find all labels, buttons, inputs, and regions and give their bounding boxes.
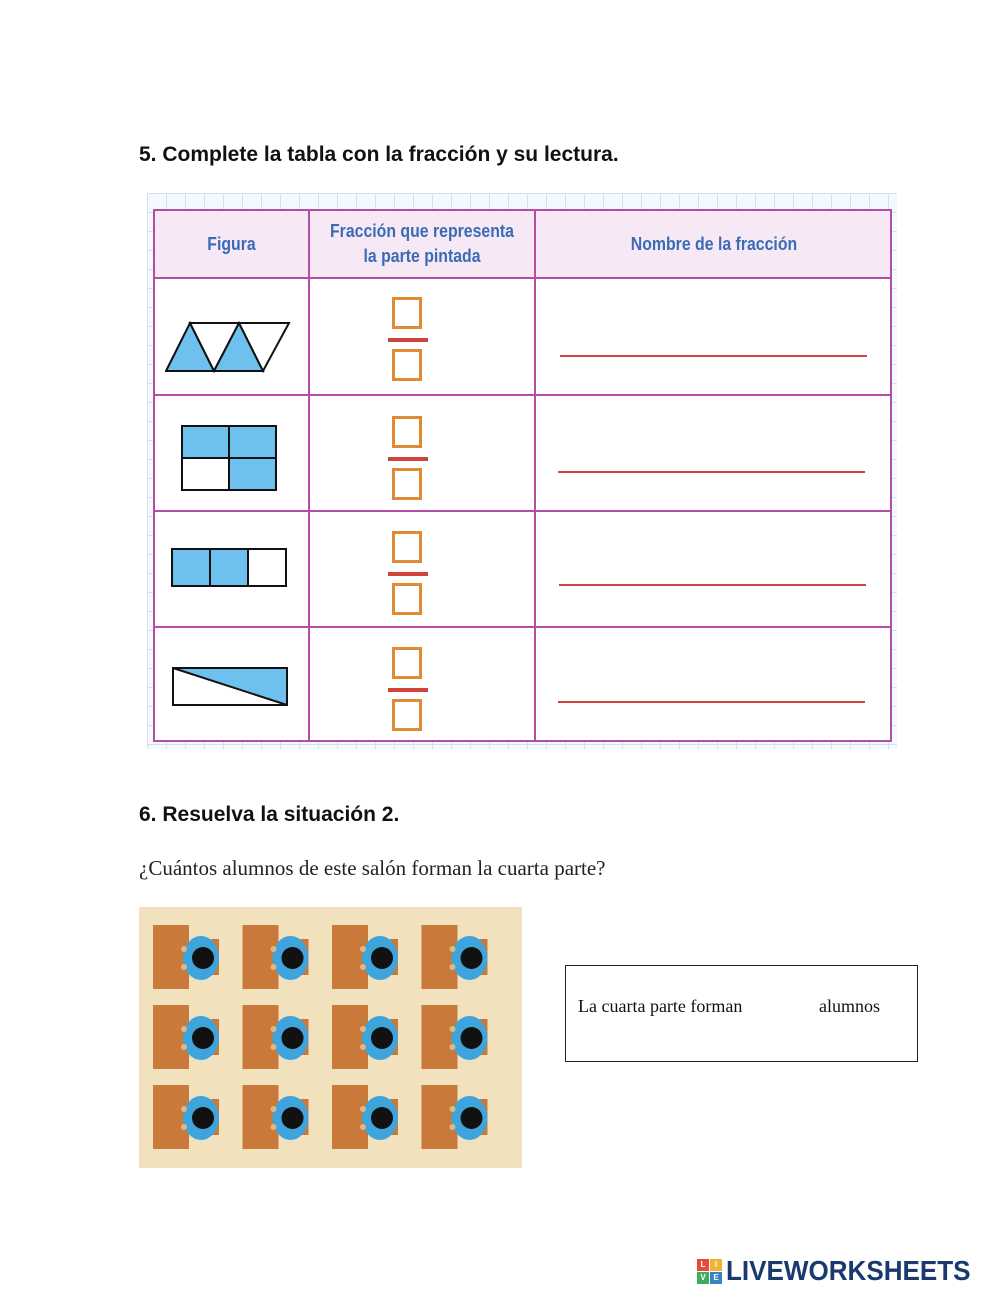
figure-rectangle-2x2 — [181, 425, 279, 493]
fraction-input-row-4 — [388, 647, 428, 733]
liveworksheets-logo — [697, 1256, 989, 1286]
student-head — [371, 1027, 393, 1049]
unshaded-cell — [248, 549, 286, 586]
fraction-input-row-1 — [388, 297, 428, 383]
fraction-name-answer-line[interactable] — [558, 701, 865, 703]
row-divider — [155, 626, 890, 628]
unshaded-cell — [182, 458, 229, 490]
student-desk — [422, 925, 488, 989]
logo-text: LIVEWORKSHEETS — [726, 1255, 971, 1286]
student-hand — [360, 1124, 366, 1130]
header-fraccion-line1: Fracción que representa — [329, 221, 514, 241]
student-hand — [181, 1124, 187, 1130]
student-desk — [332, 925, 398, 989]
student-hand — [271, 1106, 277, 1112]
answer-suffix: alumnos — [819, 996, 880, 1016]
shaded-cell — [210, 549, 248, 586]
student-head — [192, 1027, 214, 1049]
fraction-table — [153, 209, 892, 742]
shaded-cell — [172, 549, 210, 586]
student-hand — [450, 1044, 456, 1050]
student-head — [192, 1107, 214, 1129]
fraction-name-answer-line[interactable] — [558, 471, 865, 473]
student-head — [282, 1027, 304, 1049]
student-hand — [181, 964, 187, 970]
shaded-cell — [229, 458, 276, 490]
fraction-bar — [388, 338, 428, 342]
classroom-illustration — [139, 907, 522, 1168]
denominator-box[interactable] — [392, 468, 422, 500]
student-head — [371, 1107, 393, 1129]
student-hand — [360, 964, 366, 970]
logo-letter-l: L — [697, 1259, 709, 1271]
student-desk — [243, 925, 309, 989]
student-head — [282, 1107, 304, 1129]
student-head — [461, 1107, 483, 1129]
column-divider — [308, 211, 310, 740]
question-6-title: 6. Resuelva la situación 2. — [139, 803, 400, 826]
header-fraccion — [323, 211, 520, 277]
student-desk — [243, 1085, 309, 1149]
student-head — [461, 1027, 483, 1049]
student-head — [461, 947, 483, 969]
student-desk — [422, 1005, 488, 1069]
student-hand — [181, 1026, 187, 1032]
numerator-box[interactable] — [392, 416, 422, 448]
student-desk — [422, 1085, 488, 1149]
student-hand — [360, 1026, 366, 1032]
student-hand — [271, 946, 277, 952]
student-hand — [181, 946, 187, 952]
student-hand — [271, 1044, 277, 1050]
denominator-box[interactable] — [392, 699, 422, 731]
question-6-text: ¿Cuántos alumnos de este salón forman la cuarta parte? — [139, 856, 606, 880]
shaded-cell — [229, 426, 276, 458]
student-desk — [153, 1085, 219, 1149]
student-desk — [332, 1085, 398, 1149]
student-hand — [360, 946, 366, 952]
fraction-bar — [388, 688, 428, 692]
student-hand — [450, 1124, 456, 1130]
fraction-input-row-3 — [388, 531, 428, 617]
header-nombre: Nombre de la fracción — [630, 233, 798, 254]
logo-letter-v: V — [697, 1272, 709, 1284]
numerator-box[interactable] — [392, 297, 422, 329]
numerator-box[interactable] — [392, 647, 422, 679]
row-divider — [155, 394, 890, 396]
classroom-seating — [139, 907, 522, 1168]
student-hand — [450, 964, 456, 970]
fraction-name-answer-line[interactable] — [559, 584, 866, 586]
answer-box — [565, 965, 918, 1062]
denominator-box[interactable] — [392, 349, 422, 381]
fraction-bar — [388, 457, 428, 461]
logo-letter-i: I — [710, 1259, 722, 1271]
student-hand — [181, 1044, 187, 1050]
student-hand — [271, 1124, 277, 1130]
student-desk — [153, 1005, 219, 1069]
student-hand — [271, 964, 277, 970]
student-head — [371, 947, 393, 969]
figure-rectangle-diagonal — [172, 667, 290, 709]
student-desk — [153, 925, 219, 989]
student-hand — [360, 1106, 366, 1112]
student-desk — [243, 1005, 309, 1069]
header-figura: Figura — [207, 233, 256, 254]
student-hand — [181, 1106, 187, 1112]
header-fraccion-line2: la parte pintada — [363, 246, 481, 266]
denominator-box[interactable] — [392, 583, 422, 615]
student-hand — [271, 1026, 277, 1032]
student-head — [282, 947, 304, 969]
shaded-cell — [182, 426, 229, 458]
column-divider — [534, 211, 536, 740]
numerator-box[interactable] — [392, 531, 422, 563]
row-divider — [155, 510, 890, 512]
answer-prefix: La cuarta parte forman — [578, 996, 743, 1016]
student-desk — [332, 1005, 398, 1069]
student-hand — [450, 1106, 456, 1112]
fraction-name-answer-line[interactable] — [560, 355, 867, 357]
fraction-input-row-2 — [388, 416, 428, 502]
logo-mark-icon — [697, 1259, 722, 1284]
student-hand — [450, 946, 456, 952]
fraction-bar — [388, 572, 428, 576]
question-5-title: 5. Complete la tabla con la fracción y su lectura. — [139, 143, 619, 166]
figure-strip-of-3 — [171, 548, 289, 590]
figure-triangles-parallelogram — [165, 321, 295, 375]
student-head — [192, 947, 214, 969]
logo-letter-e: E — [710, 1272, 722, 1284]
student-hand — [360, 1044, 366, 1050]
student-hand — [450, 1026, 456, 1032]
